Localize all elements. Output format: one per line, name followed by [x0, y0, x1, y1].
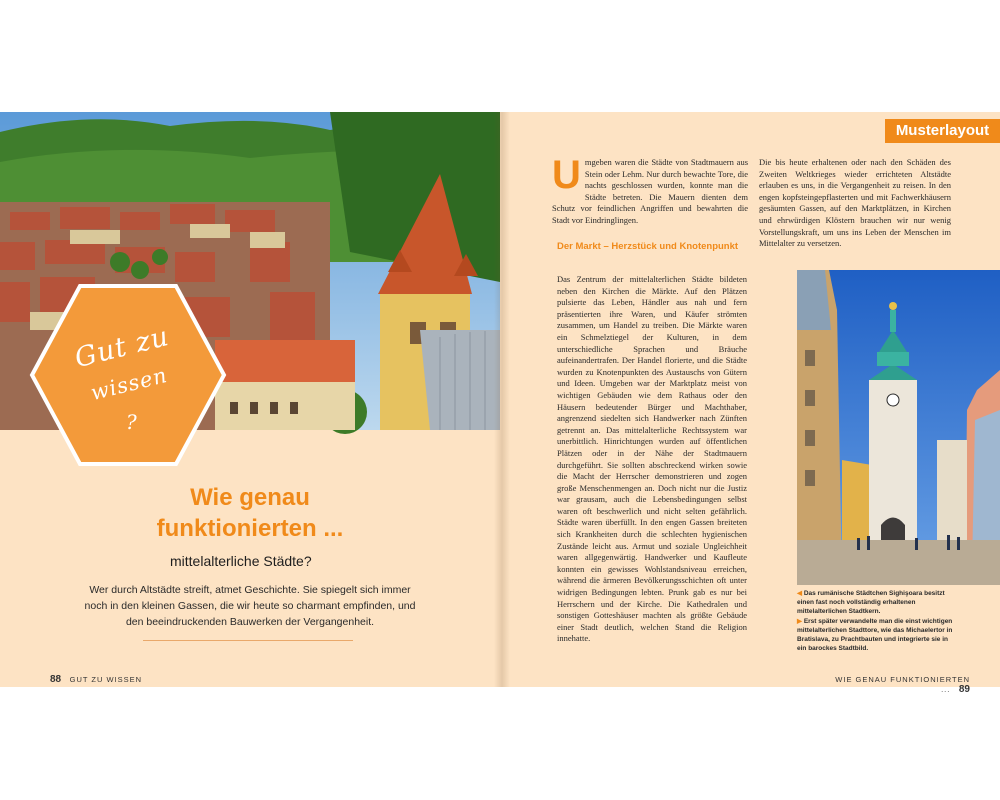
running-header: GUT ZU WISSEN: [69, 675, 143, 684]
caption-text: Das rumänische Städtchen Sighişoara besitzt einen fast noch vollständig erhaltenen mittelalterlichen Stadtkern.: [797, 590, 945, 616]
gut-zu-wissen-badge: [28, 282, 228, 468]
caption-left-marker: ◀: [797, 590, 802, 597]
badge-text-line2: wissen: [88, 362, 170, 406]
intro-line: Wer durch Altstädte streift, atmet Geschichte. Sie spiegelt sich immer: [89, 584, 411, 596]
left-page: [0, 112, 500, 687]
badge-text-line1: Gut zu: [71, 320, 173, 375]
folio-left: [50, 674, 142, 685]
intro-line: den beeindruckenden Bauwerken der Vergangenheit.: [125, 616, 375, 628]
book-gutter: [494, 112, 510, 687]
column1-intro-text: mgeben waren die Städte von Stadtmauern aus Stein oder Lehm. Nur durch bewachte Tore, die nachts geschlossen wurden, konnte man die Städte betreten. Die Mauern dienten dem Schutz vor feindlichen Angriffen und bewahrten die Stadt vor Eindringlingen.: [552, 157, 748, 225]
photo-captions: [797, 589, 957, 653]
drop-cap: U: [552, 153, 581, 197]
intro-paragraph: [80, 582, 420, 630]
subtitle: mittelalterliche Städte?: [170, 553, 312, 569]
book-spread: [0, 112, 1000, 695]
caption-bratislava: [797, 617, 957, 654]
section-heading: Der Markt – Herzstück und Knotenpunkt: [557, 241, 739, 252]
caption-sighisoara: [797, 589, 957, 617]
folio-right: [820, 674, 970, 695]
layout-tag: Musterlayout: [885, 119, 1000, 143]
caption-text: Erst später verwandelte man die einst wichtigen mittelalterlichen Stadttore, wie das Michaelertor in Bratislava, zu Prachtbauten und integrierte sie in ein barockes Stadtbild.: [797, 617, 953, 653]
page-number: 88: [50, 674, 62, 685]
main-title: [0, 482, 500, 544]
caption-right-marker: ▶: [797, 617, 802, 625]
city-gate-tower-photo: [797, 270, 1000, 585]
column1-body-text: Das Zentrum der mittelalterlichen Städte bildeten neben den Kirchen die Märkte. Auf den Plätzen pulsierte das Leben, Händler aus nah und fern präsentierten ihre Waren, und Käufer strömten zusammen, um Handel zu treiben. Die Märkte waren ein Schmelztiegel der Kulturen, in dem unterschiedliche Sprachen und Bräuche aufeinandertrafen. Der Handel florierte, und die Städte wurden zu Knotenpunkten des Austauschs von Gütern und Ideen. Umgeben war der Marktplatz meist von wichtigen Gebäuden wie dem Rathaus oder den Häusern bedeutender Bürger und Machthaber, angrenzend siedelten sich Handwerker nach Zünften getrennt an. Das mittelalterliche Rechtssystem war unerbittlich. Hinrichtungen wurden auf öffentlichen Plätzen oder in der Nähe der Stadtmauern durchgeführt. Sie sollten abschreckend wirken sowie die Macht der Herrscher demonstrieren und zogen große Menschenmengen an. Doch nicht nur die Justiz war grausam, auch die Lebensbedingungen selbst waren oft beschwerlich und nicht selten gefährlich. Städte waren überfüllt. In den engen Gassen breiteten sich Krankheiten durch die schlechten hygienischen Zustände leicht aus. Armut und soziale Ungleichheit waren allgegenwärtig. Handwerker und Kaufleute konnten ein gewisses Wohlstandsniveau erreichen, während die ärmeren Bevölkerungsschichten oft unter widrigen Bedingungen lebten. Prunk gab es nur bei Herrschern und der Kirche. Die Kathedralen und sonstigen Gotteshäuser machten als größte Gebäude einer Stadt deutlich, welchen Stand die Religion innehatte.: [557, 274, 747, 644]
right-page: [500, 112, 1000, 695]
page-number: 89: [958, 684, 970, 695]
running-header: WIE GENAU FUNKTIONIERTEN ...: [835, 675, 970, 694]
main-title-line1: Wie genau: [190, 484, 310, 511]
column1-intro-paragraph: [552, 153, 748, 227]
badge-question-mark: ?: [126, 410, 137, 434]
main-title-line2: funktionierten ...: [156, 515, 344, 542]
intro-line: noch in den kleinen Gassen, die wir heute so charmant empfinden, und: [84, 600, 416, 612]
divider-line: [143, 640, 353, 641]
column2-text: Die bis heute erhaltenen oder nach den Schäden des Zweiten Weltkrieges wieder errichteten Altstädte erlauben es uns, in die Vergangenheit zu reisen. In den engen kopfsteingepflasterten und mit Fachwerkhäusern gesäumten Gassen, auf den Marktplätzen, in Kirchen und ehrwürdigen Klöstern brauchen wir nur wenig Vorstellungskraft, um uns ins Leben der Menschen im Mittelalter zu versetzen.: [759, 157, 951, 249]
